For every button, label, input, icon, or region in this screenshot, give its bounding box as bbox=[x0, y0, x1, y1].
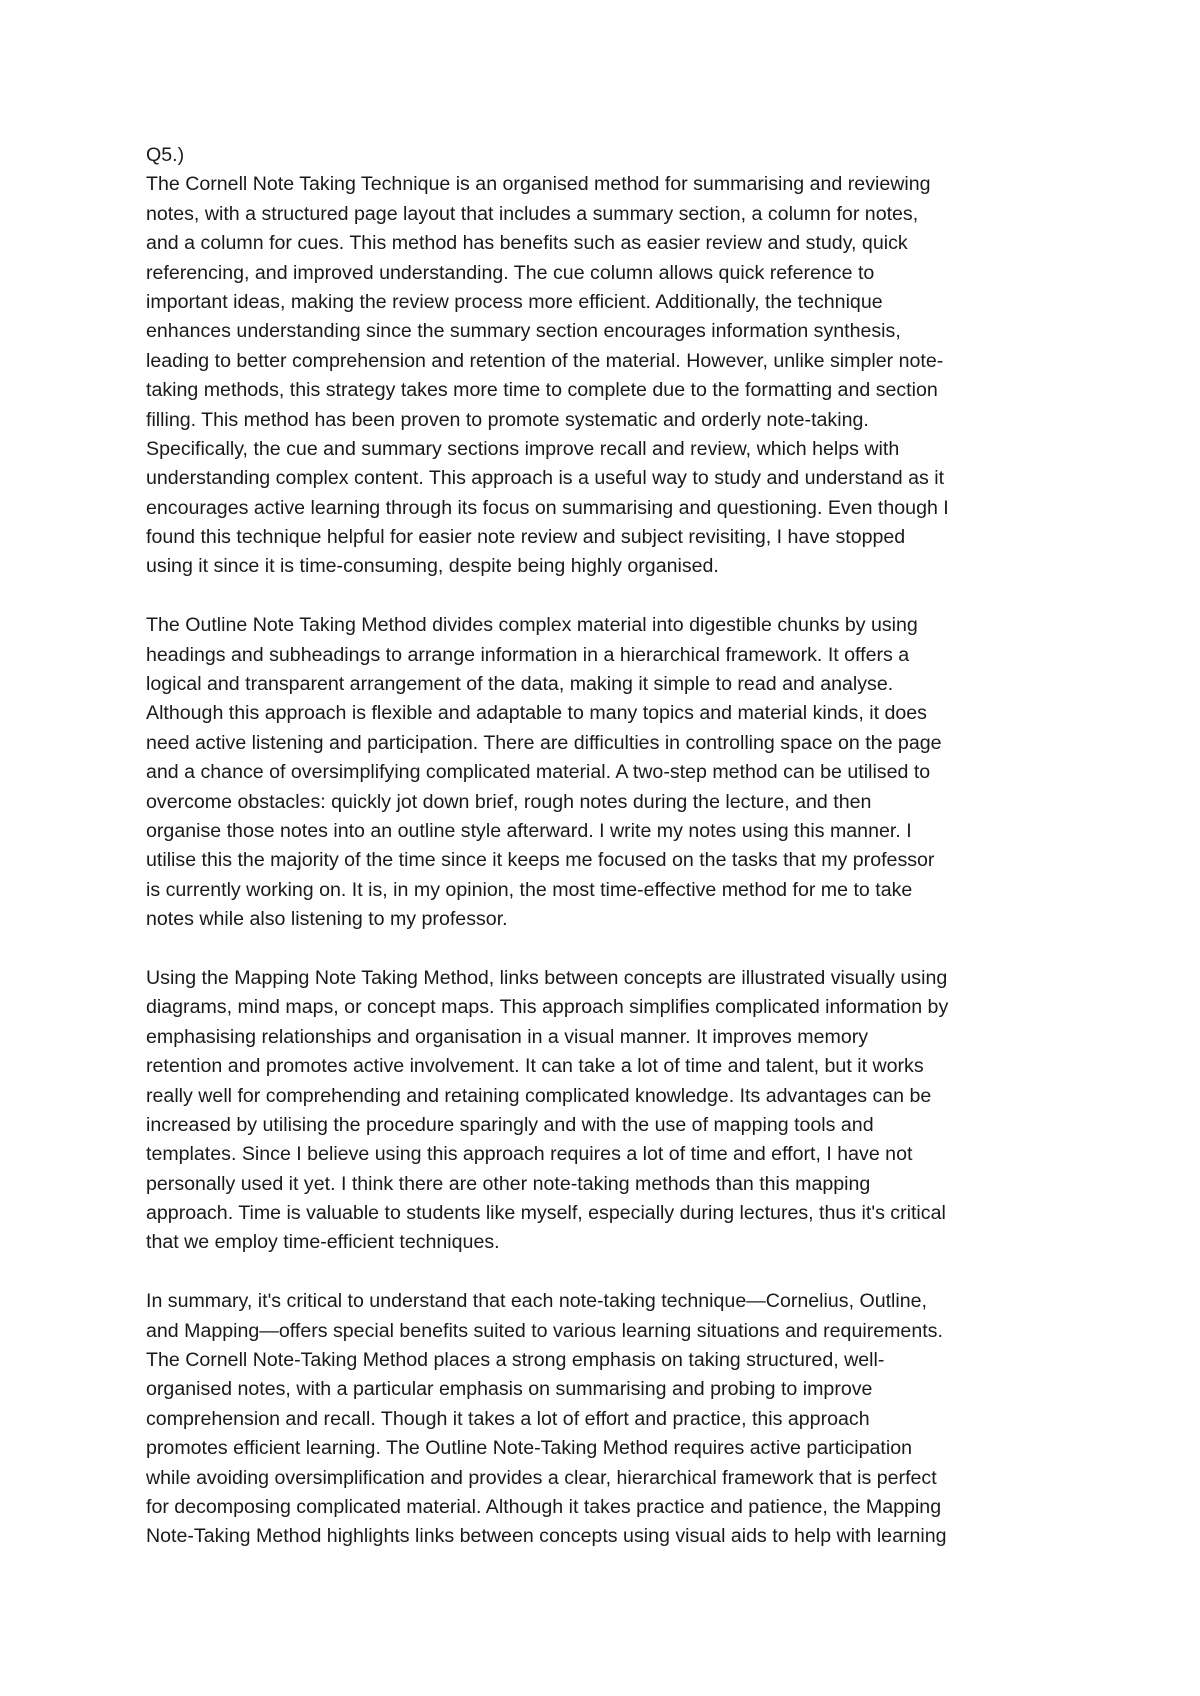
text-line: diagrams, mind maps, or concept maps. This approach simplifies complicated information by bbox=[146, 996, 949, 1019]
text-line: retention and promotes active involvement. It can take a lot of time and talent, but it works bbox=[146, 1055, 924, 1078]
text-line: headings and subheadings to arrange information in a hierarchical framework. It offers a bbox=[146, 643, 910, 666]
text-line: The Cornell Note Taking Technique is an organised method for summarising and reviewing bbox=[146, 173, 931, 196]
text-line: emphasising relationships and organisation in a visual manner. It improves memory bbox=[146, 1025, 869, 1048]
text-line: is currently working on. It is, in my opinion, the most time-effective method for me to take bbox=[146, 878, 913, 901]
text-line: templates. Since I believe using this approach requires a lot of time and effort, I have not bbox=[146, 1143, 913, 1166]
paragraph-3 bbox=[146, 964, 1076, 1258]
text-line: The Outline Note Taking Method divides complex material into digestible chunks by using bbox=[146, 614, 918, 637]
text-line: need active listening and participation. There are difficulties in controlling space on the page bbox=[146, 731, 942, 754]
text-line: The Cornell Note-Taking Method places a strong emphasis on taking structured, well- bbox=[146, 1349, 885, 1372]
text-line: filling. This method has been proven to promote systematic and orderly note-taking. bbox=[146, 408, 869, 431]
text-line: and a chance of oversimplifying complicated material. A two-step method can be utilised to bbox=[146, 761, 931, 784]
paragraph-gap bbox=[146, 1258, 1076, 1287]
text-line: logical and transparent arrangement of the data, making it simple to read and analyse. bbox=[146, 673, 894, 696]
text-line: organise those notes into an outline style afterward. I write my notes using this manner. I bbox=[146, 819, 912, 842]
text-line: encourages active learning through its focus on summarising and questioning. Even though I bbox=[146, 496, 949, 519]
text-line: important ideas, making the review process more efficient. Additionally, the technique bbox=[146, 290, 883, 313]
text-line: for decomposing complicated material. Although it takes practice and patience, the Mapping bbox=[146, 1495, 942, 1518]
document-body bbox=[146, 141, 1076, 1552]
paragraph-gap bbox=[146, 935, 1076, 964]
paragraph-2 bbox=[146, 611, 1076, 934]
text-line: notes, with a structured page layout that includes a summary section, a column for notes, bbox=[146, 202, 919, 225]
text-line: understanding complex content. This approach is a useful way to study and understand as it bbox=[146, 467, 945, 490]
text-line: In summary, it's critical to understand that each note-taking technique—Cornelius, Outline, bbox=[146, 1290, 927, 1313]
text-line: increased by utilising the procedure sparingly and with the use of mapping tools and bbox=[146, 1113, 874, 1136]
text-line: enhances understanding since the summary section encourages information synthesis, bbox=[146, 320, 901, 343]
paragraph-gap bbox=[146, 582, 1076, 611]
paragraph-1 bbox=[146, 170, 1076, 581]
text-line: leading to better comprehension and retention of the material. However, unlike simpler note- bbox=[146, 349, 944, 372]
text-line: Although this approach is flexible and adaptable to many topics and material kinds, it does bbox=[146, 702, 927, 725]
text-line: Note-Taking Method highlights links between concepts using visual aids to help with learning bbox=[146, 1525, 947, 1548]
text-line: and Mapping—offers special benefits suited to various learning situations and requirements. bbox=[146, 1319, 943, 1342]
text-line: organised notes, with a particular emphasis on summarising and probing to improve bbox=[146, 1378, 873, 1401]
text-line: found this technique helpful for easier note review and subject revisiting, I have stopped bbox=[146, 526, 906, 549]
text-line: approach. Time is valuable to students like myself, especially during lectures, thus it's critical bbox=[146, 1202, 946, 1225]
text-line: comprehension and recall. Though it takes a lot of effort and practice, this approach bbox=[146, 1407, 870, 1430]
text-line: really well for comprehending and retaining complicated knowledge. Its advantages can be bbox=[146, 1084, 932, 1107]
text-line: personally used it yet. I think there are other note-taking methods than this mapping bbox=[146, 1172, 871, 1195]
text-line: Using the Mapping Note Taking Method, links between concepts are illustrated visually using bbox=[146, 966, 948, 989]
text-line: notes while also listening to my professor. bbox=[146, 908, 508, 931]
text-line: taking methods, this strategy takes more time to complete due to the formatting and section bbox=[146, 379, 938, 402]
text-line: referencing, and improved understanding. The cue column allows quick reference to bbox=[146, 261, 875, 284]
text-line: Specifically, the cue and summary sections improve recall and review, which helps with bbox=[146, 437, 900, 460]
paragraph-4 bbox=[146, 1287, 1076, 1552]
text-line: promotes efficient learning. The Outline Note-Taking Method requires active participation bbox=[146, 1437, 913, 1460]
text-line: overcome obstacles: quickly jot down brief, rough notes during the lecture, and then bbox=[146, 790, 872, 813]
text-line: utilise this the majority of the time since it keeps me focused on the tasks that my professor bbox=[146, 849, 935, 872]
question-heading: Q5.) bbox=[146, 144, 185, 166]
text-line: using it since it is time-consuming, despite being highly organised. bbox=[146, 555, 719, 578]
text-line: while avoiding oversimplification and provides a clear, hierarchical framework that is perfect bbox=[146, 1466, 937, 1489]
text-line: that we employ time-efficient techniques. bbox=[146, 1231, 500, 1254]
text-line: and a column for cues. This method has benefits such as easier review and study, quick bbox=[146, 232, 908, 255]
